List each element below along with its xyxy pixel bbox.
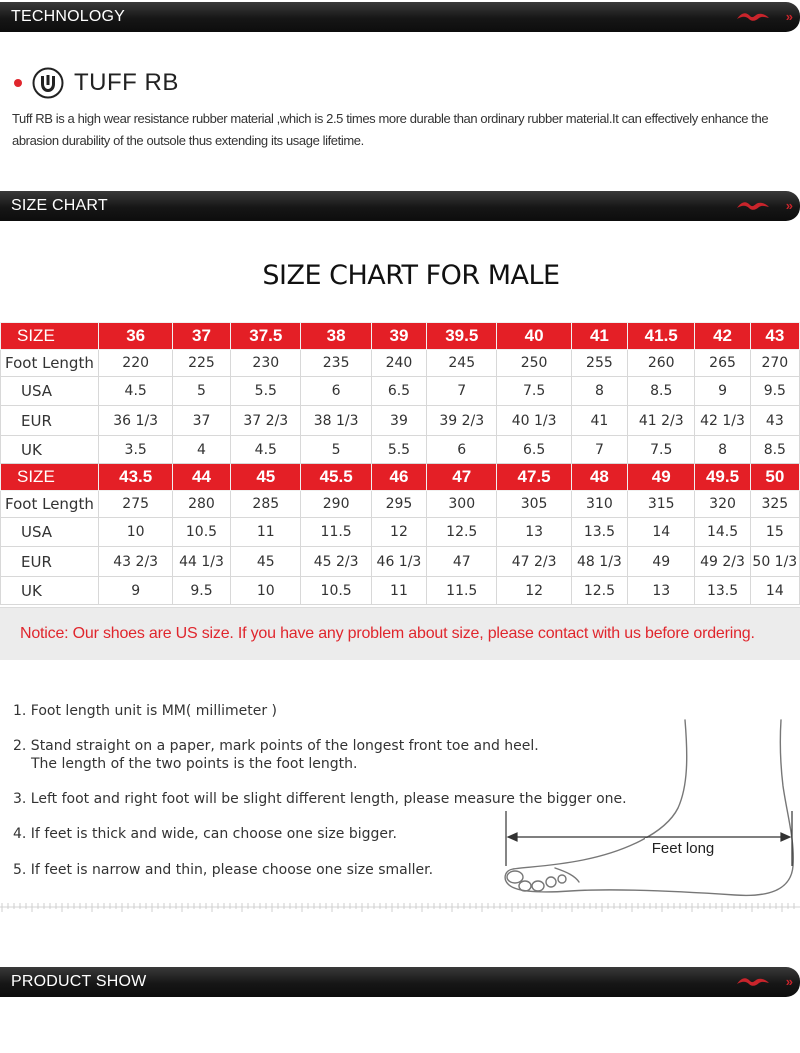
brand-logo-icon (736, 199, 770, 213)
size-table-cell: 44 1/3 (172, 547, 230, 577)
size-table-cell: 50 (750, 464, 799, 491)
size-table-cell: 245 (427, 350, 497, 377)
size-table-cell: 50 1/3 (750, 547, 799, 577)
size-table-eur-row (1, 547, 800, 577)
foot-measurement-diagram (495, 716, 800, 906)
size-table-cell: 10.5 (301, 577, 371, 605)
size-chart-header-bar (0, 191, 800, 221)
brand-logo-icon (736, 975, 770, 989)
size-table-cell: 9.5 (172, 577, 230, 605)
size-table-cell: 10.5 (172, 518, 230, 547)
size-chart-title: SIZE CHART FOR MALE (262, 260, 560, 291)
size-notice (0, 607, 800, 660)
double-chevron-icon: » (785, 9, 790, 24)
size-table-cell: 39 (371, 406, 426, 436)
size-table-cell: 5 (301, 436, 371, 464)
size-table-foot-length-row (1, 350, 800, 377)
size-table-row-label: UK (1, 436, 99, 464)
size-table-cell: 4.5 (99, 377, 172, 406)
size-table-cell: 260 (628, 350, 695, 377)
size-table-cell: 9 (695, 377, 750, 406)
size-table-cell: 39 2/3 (427, 406, 497, 436)
size-table-cell: 8 (695, 436, 750, 464)
size-table-cell: 42 (695, 323, 750, 350)
size-table-row-label: UK (1, 577, 99, 605)
size-table-size-row (1, 464, 800, 491)
size-table-cell: 11.5 (427, 577, 497, 605)
size-table-cell: 44 (172, 464, 230, 491)
size-table-cell: 45 (231, 547, 301, 577)
size-table-cell: 10 (99, 518, 172, 547)
size-table-usa-row (1, 518, 800, 547)
size-table-cell: 47 (427, 547, 497, 577)
size-table-cell: 49 (628, 547, 695, 577)
size-table-cell: 5 (172, 377, 230, 406)
size-table-cell: 12.5 (427, 518, 497, 547)
size-table-eur-row (1, 406, 800, 436)
size-table-cell: 41.5 (628, 323, 695, 350)
size-table-cell: 220 (99, 350, 172, 377)
size-table-cell: 40 1/3 (497, 406, 571, 436)
size-table-cell: 11 (231, 518, 301, 547)
size-table-cell: 305 (497, 491, 571, 518)
size-table-cell: 45.5 (301, 464, 371, 491)
double-chevron-icon: » (785, 974, 790, 989)
size-table-usa-row (1, 377, 800, 406)
size-table-cell: 12 (497, 577, 571, 605)
size-table-cell: 42 1/3 (695, 406, 750, 436)
size-table-cell: 39.5 (427, 323, 497, 350)
size-table-cell: 6 (301, 377, 371, 406)
size-table-cell: 41 2/3 (628, 406, 695, 436)
size-table-cell: 8.5 (750, 436, 799, 464)
size-table (0, 322, 800, 605)
tech-feature-heading (14, 66, 179, 100)
size-table-cell: 43 (750, 323, 799, 350)
instruction-3: 3. Left foot and right foot will be slight different length, please measure the bigger one. (13, 791, 627, 807)
size-table-cell: 280 (172, 491, 230, 518)
tech-feature-title: TUFF RB (74, 69, 179, 96)
size-table-cell: 7.5 (628, 436, 695, 464)
size-table-cell: 45 2/3 (301, 547, 371, 577)
size-table-cell: 5.5 (371, 436, 426, 464)
size-table-cell: 14 (628, 518, 695, 547)
size-table-cell: 225 (172, 350, 230, 377)
size-table-cell: 37 (172, 323, 230, 350)
product-show-header-bar (0, 967, 800, 997)
size-table-cell: 48 (571, 464, 627, 491)
instruction-1: 1. Foot length unit is MM( millimeter ) (13, 703, 278, 719)
size-table-cell: 14.5 (695, 518, 750, 547)
size-table-cell: 49.5 (695, 464, 750, 491)
size-table-cell: 9.5 (750, 377, 799, 406)
technology-header-title: TECHNOLOGY (11, 8, 126, 25)
size-table-cell: 265 (695, 350, 750, 377)
size-table-cell: 275 (99, 491, 172, 518)
size-table-cell: 39 (371, 323, 426, 350)
size-table-cell: 240 (371, 350, 426, 377)
instruction-5: 5. If feet is narrow and thin, please choose one size smaller. (13, 862, 434, 878)
size-table-cell: 49 2/3 (695, 547, 750, 577)
size-table-cell: 7 (427, 377, 497, 406)
size-table-cell: 37 2/3 (231, 406, 301, 436)
size-table-cell: 38 (301, 323, 371, 350)
size-table-cell: 49 (628, 464, 695, 491)
size-table-cell: 36 1/3 (99, 406, 172, 436)
size-table-cell: 8 (571, 377, 627, 406)
size-table-cell: 13 (628, 577, 695, 605)
size-table-cell: 4.5 (231, 436, 301, 464)
instruction-4: 4. If feet is thick and wide, can choose one size bigger. (13, 826, 397, 842)
size-table-cell: 320 (695, 491, 750, 518)
size-table-cell: 270 (750, 350, 799, 377)
size-table-cell: 38 1/3 (301, 406, 371, 436)
size-table-cell: 7.5 (497, 377, 571, 406)
size-table-cell: 315 (628, 491, 695, 518)
size-table-cell: 15 (750, 518, 799, 547)
size-table-cell: 41 (571, 323, 627, 350)
tuff-rb-shield-icon (32, 67, 64, 99)
size-table-cell: 285 (231, 491, 301, 518)
size-table-cell: 14 (750, 577, 799, 605)
brand-logo-icon (736, 10, 770, 24)
size-chart-header-title: SIZE CHART (11, 197, 108, 214)
size-table-cell: 8.5 (628, 377, 695, 406)
size-table-row-label: USA (1, 377, 99, 406)
size-table-cell: 12 (371, 518, 426, 547)
size-table-cell: 7 (571, 436, 627, 464)
size-table-cell: 11 (371, 577, 426, 605)
size-table-cell: 46 1/3 (371, 547, 426, 577)
size-table-cell: 47.5 (497, 464, 571, 491)
size-table-row-label: Foot Length (1, 491, 99, 518)
size-table-cell: 325 (750, 491, 799, 518)
size-table-cell: 48 1/3 (571, 547, 627, 577)
size-table-cell: 6.5 (497, 436, 571, 464)
technology-header-bar (0, 2, 800, 32)
tech-feature-description: Tuff RB is a high wear resistance rubber material ,which is 2.5 times more durable than ordinary rubber material.It can effectively enhance the abrasion durability of the outsole thus extending its usage lifetime. (12, 111, 769, 148)
red-bullet-icon (14, 79, 22, 87)
instruction-2: 2. Stand straight on a paper, mark points of the longest front toe and heel. (13, 738, 539, 754)
size-table-cell: 37.5 (231, 323, 301, 350)
size-table-row-label: SIZE (1, 323, 99, 350)
size-table-uk-row (1, 577, 800, 605)
size-table-cell: 5.5 (231, 377, 301, 406)
size-table-cell: 3.5 (99, 436, 172, 464)
size-table-cell: 11.5 (301, 518, 371, 547)
size-table-size-row (1, 323, 800, 350)
ruler-divider (0, 900, 800, 914)
size-table-cell: 310 (571, 491, 627, 518)
size-table-cell: 9 (99, 577, 172, 605)
size-table-cell: 45 (231, 464, 301, 491)
size-table-cell: 43 2/3 (99, 547, 172, 577)
size-table-foot-length-row (1, 491, 800, 518)
size-table-cell: 40 (497, 323, 571, 350)
size-table-cell: 13.5 (695, 577, 750, 605)
size-table-row-label: EUR (1, 547, 99, 577)
size-table-cell: 235 (301, 350, 371, 377)
size-table-cell: 295 (371, 491, 426, 518)
size-table-cell: 43.5 (99, 464, 172, 491)
size-table-cell: 300 (427, 491, 497, 518)
size-table-cell: 255 (571, 350, 627, 377)
size-table-cell: 12.5 (571, 577, 627, 605)
product-show-header-title: PRODUCT SHOW (11, 973, 147, 990)
size-table-cell: 230 (231, 350, 301, 377)
size-table-cell: 6 (427, 436, 497, 464)
instruction-2-cont: The length of the two points is the foot length. (31, 756, 358, 772)
size-table-cell: 37 (172, 406, 230, 436)
size-table-cell: 43 (750, 406, 799, 436)
size-table-cell: 46 (371, 464, 426, 491)
size-table-row-label: SIZE (1, 464, 99, 491)
size-table-cell: 4 (172, 436, 230, 464)
size-table-cell: 13 (497, 518, 571, 547)
double-chevron-icon: » (785, 198, 790, 213)
size-table-cell: 250 (497, 350, 571, 377)
feet-long-label: Feet long (651, 840, 715, 857)
size-table-row-label: EUR (1, 406, 99, 436)
size-table-row-label: Foot Length (1, 350, 99, 377)
size-table-cell: 47 2/3 (497, 547, 571, 577)
size-table-cell: 290 (301, 491, 371, 518)
size-table-row-label: USA (1, 518, 99, 547)
size-table-cell: 36 (99, 323, 172, 350)
size-table-cell: 10 (231, 577, 301, 605)
size-table-uk-row (1, 436, 800, 464)
size-table-cell: 6.5 (371, 377, 426, 406)
size-table-cell: 47 (427, 464, 497, 491)
size-table-cell: 41 (571, 406, 627, 436)
size-table-cell: 13.5 (571, 518, 627, 547)
size-notice-text: Notice: Our shoes are US size. If you have any problem about size, please contact with us before ordering. (20, 625, 755, 642)
